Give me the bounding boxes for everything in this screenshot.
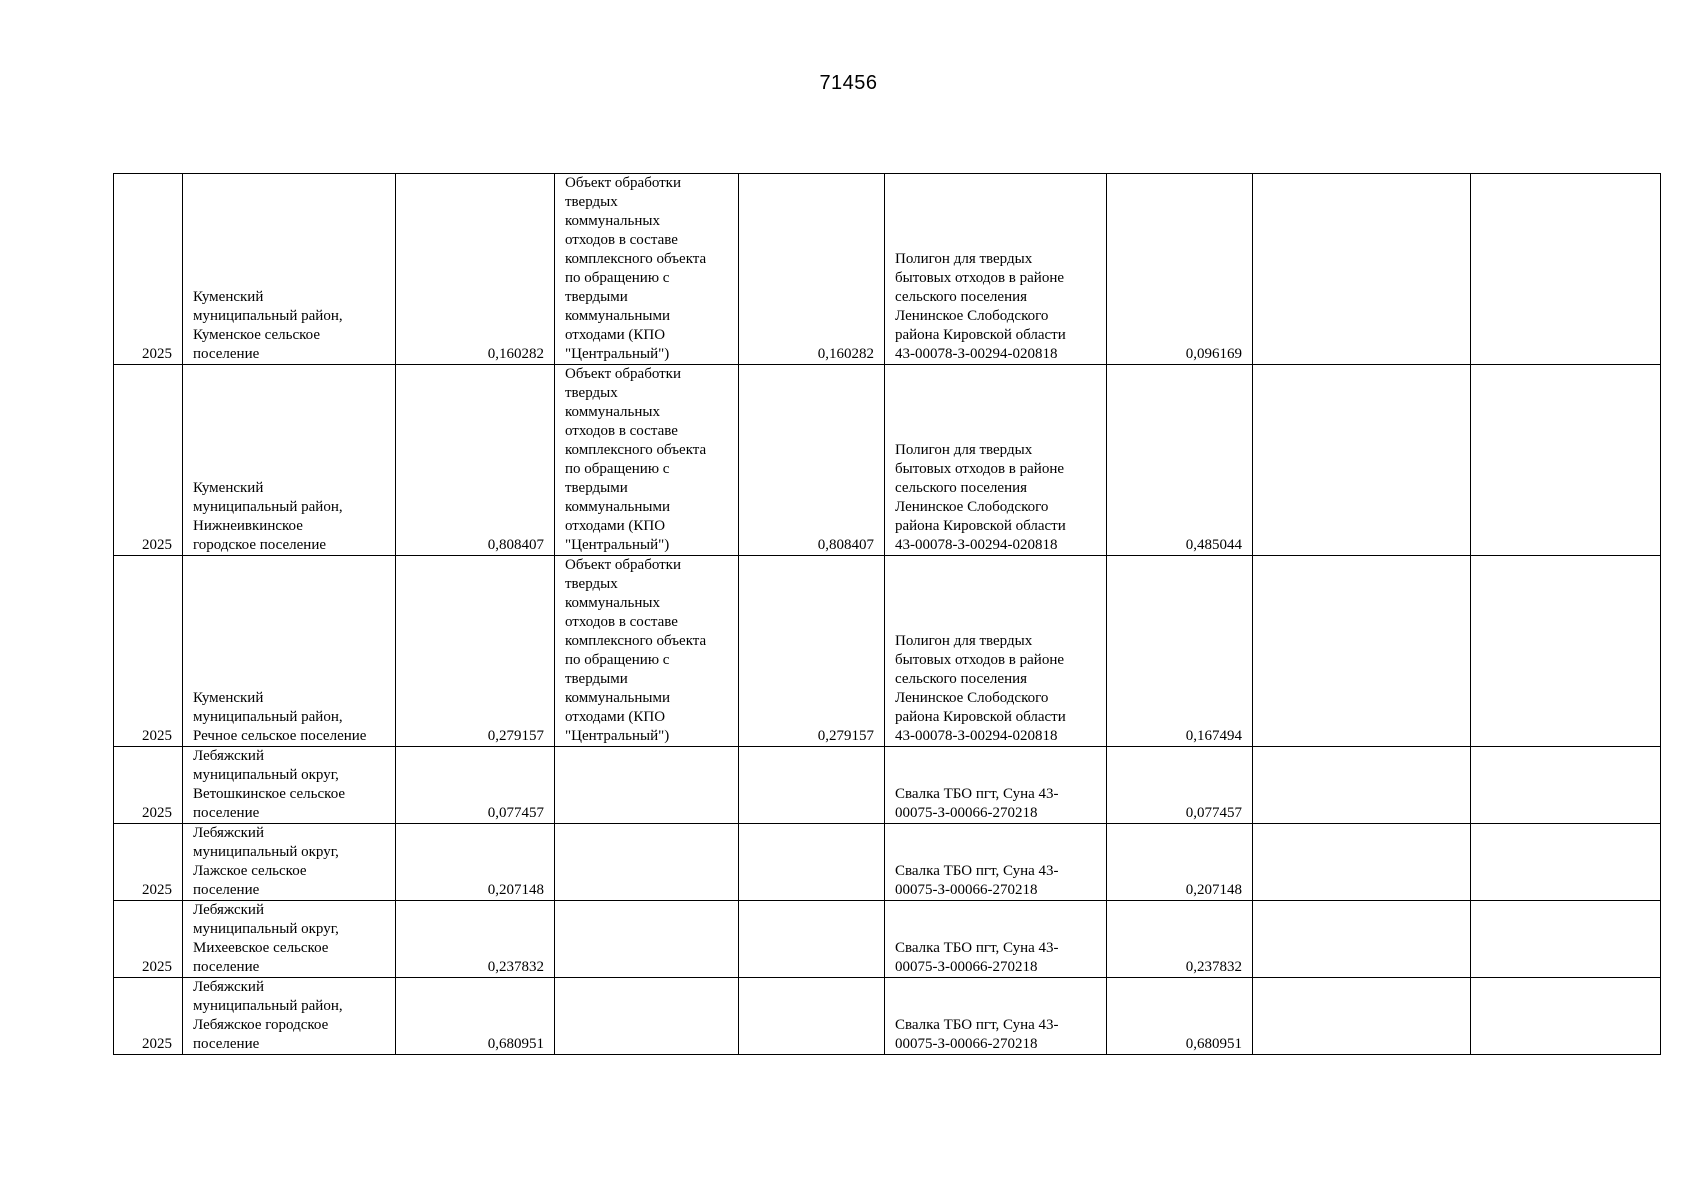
year-cell: 2025 (114, 556, 183, 747)
processing-object-cell: Объект обработки твердых коммунальных отходов в составе комплексного объекта по обращению с твердыми коммунальными отходами (КПО "Центральный") (555, 365, 739, 556)
waste-flow-table (113, 173, 1661, 1055)
processed-mass-cell (739, 747, 885, 824)
year-cell: 2025 (114, 365, 183, 556)
municipality-cell: Лебяжский муниципальный округ, Михеевское сельское поселение (183, 901, 396, 978)
processing-object-cell (555, 901, 739, 978)
year-cell: 2025 (114, 901, 183, 978)
page-number: 71456 (819, 72, 878, 94)
table-row (114, 978, 1661, 1055)
empty-cell (1253, 365, 1471, 556)
table-row (114, 365, 1661, 556)
table-row (114, 747, 1661, 824)
processing-object-cell (555, 747, 739, 824)
empty-cell (1253, 901, 1471, 978)
waste-mass-cell: 0,279157 (396, 556, 555, 747)
landfill-cell: Полигон для твердых бытовых отходов в районе сельского поселения Ленинское Слободского района Кировской области 43-00078-З-00294-020818 (885, 365, 1107, 556)
empty-cell (1253, 174, 1471, 365)
municipality-cell: Лебяжский муниципальный район, Лебяжское городское поселение (183, 978, 396, 1055)
landfill-mass-cell: 0,167494 (1107, 556, 1253, 747)
landfill-cell: Свалка ТБО пгт, Суна 43- 00075-З-00066-270218 (885, 747, 1107, 824)
empty-cell (1471, 556, 1661, 747)
processed-mass-cell: 0,279157 (739, 556, 885, 747)
landfill-cell: Свалка ТБО пгт, Суна 43- 00075-З-00066-270218 (885, 978, 1107, 1055)
landfill-mass-cell: 0,096169 (1107, 174, 1253, 365)
year-cell: 2025 (114, 978, 183, 1055)
table-row (114, 824, 1661, 901)
landfill-cell: Свалка ТБО пгт, Суна 43- 00075-З-00066-270218 (885, 901, 1107, 978)
table-row (114, 901, 1661, 978)
waste-mass-cell: 0,077457 (396, 747, 555, 824)
empty-cell (1471, 978, 1661, 1055)
empty-cell (1471, 174, 1661, 365)
processing-object-cell: Объект обработки твердых коммунальных отходов в составе комплексного объекта по обращению с твердыми коммунальными отходами (КПО "Центральный") (555, 556, 739, 747)
empty-cell (1253, 824, 1471, 901)
processed-mass-cell (739, 824, 885, 901)
waste-mass-cell: 0,680951 (396, 978, 555, 1055)
processed-mass-cell (739, 978, 885, 1055)
empty-cell (1253, 556, 1471, 747)
landfill-cell: Свалка ТБО пгт, Суна 43- 00075-З-00066-270218 (885, 824, 1107, 901)
processed-mass-cell: 0,808407 (739, 365, 885, 556)
waste-mass-cell: 0,160282 (396, 174, 555, 365)
municipality-cell: Куменский муниципальный район, Куменское сельское поселение (183, 174, 396, 365)
empty-cell (1253, 978, 1471, 1055)
landfill-mass-cell: 0,237832 (1107, 901, 1253, 978)
year-cell: 2025 (114, 747, 183, 824)
municipality-cell: Лебяжский муниципальный округ, Лажское сельское поселение (183, 824, 396, 901)
year-cell: 2025 (114, 824, 183, 901)
empty-cell (1471, 365, 1661, 556)
processing-object-cell (555, 824, 739, 901)
processing-object-cell: Объект обработки твердых коммунальных отходов в составе комплексного объекта по обращению с твердыми коммунальными отходами (КПО "Центральный") (555, 174, 739, 365)
waste-mass-cell: 0,237832 (396, 901, 555, 978)
table-row (114, 556, 1661, 747)
empty-cell (1253, 747, 1471, 824)
municipality-cell: Куменский муниципальный район, Нижнеивкинское городское поселение (183, 365, 396, 556)
processing-object-cell (555, 978, 739, 1055)
processed-mass-cell (739, 901, 885, 978)
landfill-cell: Полигон для твердых бытовых отходов в районе сельского поселения Ленинское Слободского района Кировской области 43-00078-З-00294-020818 (885, 556, 1107, 747)
processed-mass-cell: 0,160282 (739, 174, 885, 365)
municipality-cell: Куменский муниципальный район, Речное сельское поселение (183, 556, 396, 747)
year-cell: 2025 (114, 174, 183, 365)
empty-cell (1471, 901, 1661, 978)
landfill-mass-cell: 0,077457 (1107, 747, 1253, 824)
landfill-cell: Полигон для твердых бытовых отходов в районе сельского поселения Ленинское Слободского района Кировской области 43-00078-З-00294-020818 (885, 174, 1107, 365)
landfill-mass-cell: 0,485044 (1107, 365, 1253, 556)
waste-mass-cell: 0,808407 (396, 365, 555, 556)
waste-mass-cell: 0,207148 (396, 824, 555, 901)
landfill-mass-cell: 0,207148 (1107, 824, 1253, 901)
municipality-cell: Лебяжский муниципальный округ, Ветошкинское сельское поселение (183, 747, 396, 824)
landfill-mass-cell: 0,680951 (1107, 978, 1253, 1055)
empty-cell (1471, 824, 1661, 901)
empty-cell (1471, 747, 1661, 824)
table-row (114, 174, 1661, 365)
